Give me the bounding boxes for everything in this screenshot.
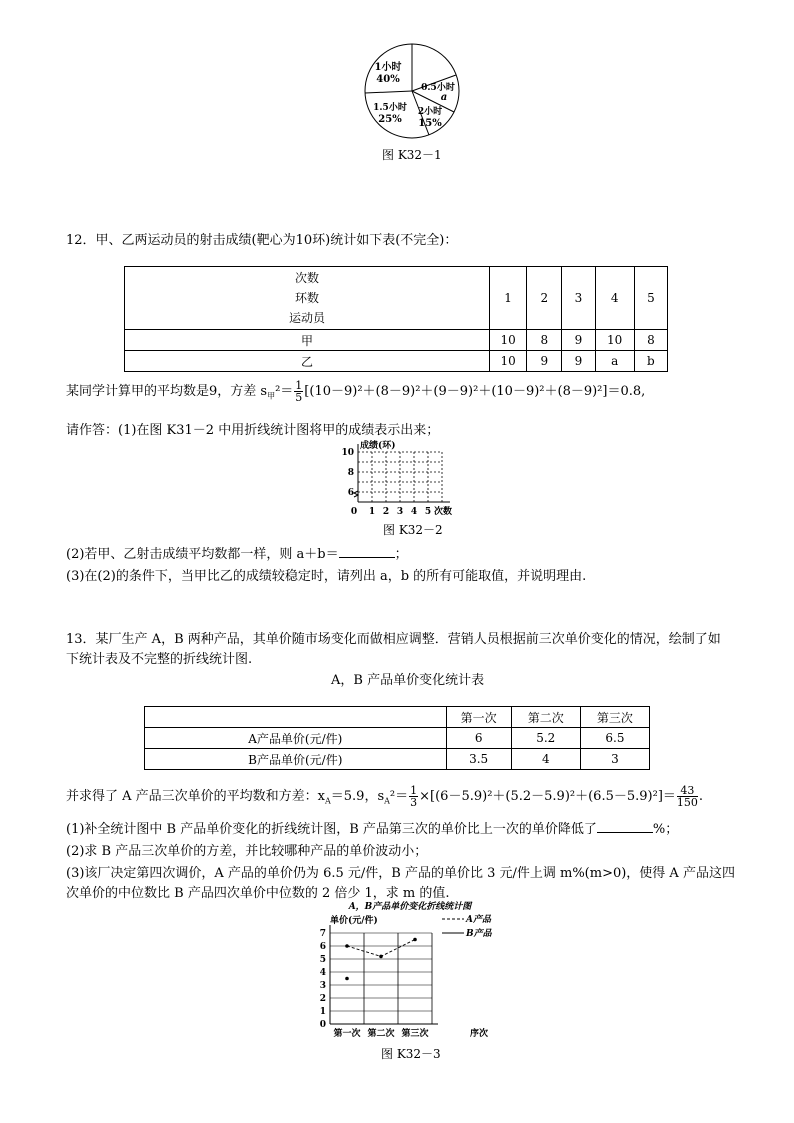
y-tick-label: 2 bbox=[319, 994, 326, 1004]
table-cell: 5.2 bbox=[511, 728, 580, 749]
pie-chart bbox=[360, 38, 470, 144]
pie-label: 1.5小时 bbox=[373, 103, 407, 113]
shooting-table bbox=[124, 266, 668, 372]
stat-line: 并求得了 A 产品三次单价的平均数和方差：$x_A=5.9$，$s_A^2=$ $\frac{1}{3}$ ×[(6－5.9)²＋(5.2－5.9)²＋(6.5－5.9)²]＝ $\frac{43}{150}$ . bbox=[66, 784, 704, 809]
question-13-intro: 13．某厂生产 A，B 两种产品，其单价随市场变化而做相应调整．营销人员根据前三次单价变化的情况，绘制了如 bbox=[66, 632, 721, 647]
y-tick-label: 6 bbox=[347, 488, 354, 498]
table-row bbox=[125, 330, 668, 351]
figure-caption: 图 K32－3 bbox=[381, 1047, 441, 1061]
question-13-part3: 次单价的中位数比 B 产品四次单价中位数的 2 倍少 1，求 m 的值. bbox=[66, 886, 450, 901]
figure-caption: 图 K32－2 bbox=[383, 523, 443, 537]
table-cell: 6.5 bbox=[580, 728, 649, 749]
question-13-part1: (1)补全统计图中 B 产品单价变化的折线统计图，B 产品第三次的单价比上一次的单价降低了 %； bbox=[66, 822, 679, 837]
y-tick-label: 7 bbox=[319, 929, 326, 939]
table-cell: 8 bbox=[634, 330, 667, 351]
table-cell: 甲 bbox=[125, 330, 490, 351]
table-cell: 第三次 bbox=[580, 707, 649, 728]
y-tick-label: 8 bbox=[347, 468, 354, 478]
y-axis-label: 成绩(环) bbox=[360, 441, 396, 451]
pie-label: 2小时 bbox=[417, 107, 443, 117]
table-cell: a bbox=[595, 351, 634, 372]
table-cell: 10 bbox=[595, 330, 634, 351]
table-cell: 6 bbox=[446, 728, 511, 749]
question-12-part3: (3)在(2)的条件下，当甲比乙的成绩较稳定时，请列出 a，b 的所有可能取值，并说明理由. bbox=[66, 569, 587, 584]
price-table bbox=[144, 706, 650, 770]
answer-blank[interactable] bbox=[339, 546, 395, 558]
table-cell: 4 bbox=[511, 749, 580, 770]
table-row bbox=[145, 749, 650, 770]
y-tick-label: 10 bbox=[341, 448, 354, 458]
table-cell: 1 bbox=[490, 267, 527, 330]
table-header-cell: 次数 环数 运动员 bbox=[125, 267, 490, 330]
question-12-part1: 请作答：(1)在图 K31－2 中用折线统计图将甲的成绩表示出来； bbox=[66, 423, 440, 438]
answer-blank[interactable] bbox=[597, 821, 653, 833]
table-cell: 10 bbox=[490, 351, 527, 372]
pie-value: a bbox=[440, 92, 448, 103]
table-cell: 8 bbox=[527, 330, 562, 351]
pie-value: 40% bbox=[376, 74, 400, 85]
table-cell: B产品单价(元/件) bbox=[145, 749, 447, 770]
x-tick-label: 4 bbox=[410, 507, 418, 517]
table-cell: 9 bbox=[562, 330, 595, 351]
legend-label: B产品 bbox=[466, 929, 492, 939]
table-cell: 2 bbox=[527, 267, 562, 330]
x-tick-label: 5 bbox=[424, 507, 432, 517]
x-axis-label: 序次 bbox=[470, 1029, 489, 1039]
figure-caption: 图 K32－1 bbox=[382, 148, 442, 162]
table-row bbox=[125, 351, 668, 372]
table-cell: 3 bbox=[580, 749, 649, 770]
y-tick-label: 0 bbox=[319, 1020, 326, 1030]
pie-value: 15% bbox=[418, 118, 442, 129]
chart-title: A，B产品单价变化折线统计图 bbox=[348, 902, 472, 912]
data-point bbox=[345, 977, 349, 981]
y-tick-label: 4 bbox=[319, 968, 326, 978]
score-line-chart bbox=[340, 438, 480, 522]
table-cell: A产品单价(元/件) bbox=[145, 728, 447, 749]
table-cell bbox=[145, 707, 447, 728]
y-tick-label: 6 bbox=[319, 942, 326, 952]
table-cell: b bbox=[634, 351, 667, 372]
table-cell: 10 bbox=[490, 330, 527, 351]
question-13-part2: (2)求 B 产品三次单价的方差，并比较哪种产品的单价波动小； bbox=[66, 844, 428, 859]
series-line bbox=[347, 940, 415, 957]
x-axis-label: 次数 bbox=[434, 507, 453, 517]
x-tick-label: 1 bbox=[368, 507, 376, 517]
legend-label: A产品 bbox=[466, 915, 491, 925]
table-cell: 第一次 bbox=[446, 707, 511, 728]
y-tick-label: 1 bbox=[319, 1007, 326, 1017]
pie-value: 25% bbox=[378, 114, 402, 125]
y-tick-label: 3 bbox=[319, 981, 326, 991]
x-tick-label: 0 bbox=[350, 507, 358, 517]
y-axis-label: 单价(元/件) bbox=[330, 916, 378, 926]
x-tick-label: 2 bbox=[382, 507, 390, 517]
variance-line: 某同学计算甲的平均数是9，方差 $s_甲^2=$ $\frac{1}{5}$ [(10－9)²＋(8－9)²＋(9－9)²＋(10－9)²＋(8－9)²]＝0.8, bbox=[66, 379, 646, 404]
axis-break bbox=[354, 491, 358, 497]
price-line-chart bbox=[310, 898, 510, 1040]
question-13-part3: (3)该厂决定第四次调价，A 产品的单价仍为 6.5 元/件，B 产品的单价比 3 元/件上调 m%(m>0)，使得 A 产品这四 bbox=[66, 866, 735, 881]
table-cell: 3.5 bbox=[446, 749, 511, 770]
table-cell: 第二次 bbox=[511, 707, 580, 728]
data-point bbox=[345, 944, 349, 948]
question-12-part2: (2)若甲、乙射击成绩平均数都一样，则 a＋b＝ ； bbox=[66, 547, 408, 562]
data-point bbox=[413, 938, 417, 942]
table-cell: 5 bbox=[634, 267, 667, 330]
x-tick-label: 第一次 bbox=[333, 1029, 361, 1039]
y-tick-label: 5 bbox=[319, 955, 326, 965]
table-cell: 3 bbox=[562, 267, 595, 330]
pie-label: 0.5小时 bbox=[421, 83, 455, 93]
table-cell: 9 bbox=[562, 351, 595, 372]
x-tick-label: 第三次 bbox=[401, 1029, 429, 1039]
question-13-intro: 下统计表及不完整的折线统计图. bbox=[66, 652, 253, 667]
x-tick-label: 3 bbox=[396, 507, 404, 517]
table-row bbox=[145, 728, 650, 749]
table-title: A，B 产品单价变化统计表 bbox=[331, 673, 485, 688]
table-cell: 4 bbox=[595, 267, 634, 330]
table-cell: 乙 bbox=[125, 351, 490, 372]
question-12-intro: 12．甲、乙两运动员的射击成绩(靶心为10环)统计如下表(不完全)： bbox=[66, 233, 458, 248]
table-cell: 9 bbox=[527, 351, 562, 372]
x-tick-label: 第二次 bbox=[367, 1029, 395, 1039]
data-point bbox=[379, 955, 383, 959]
pie-label: 1小时 bbox=[374, 62, 402, 73]
